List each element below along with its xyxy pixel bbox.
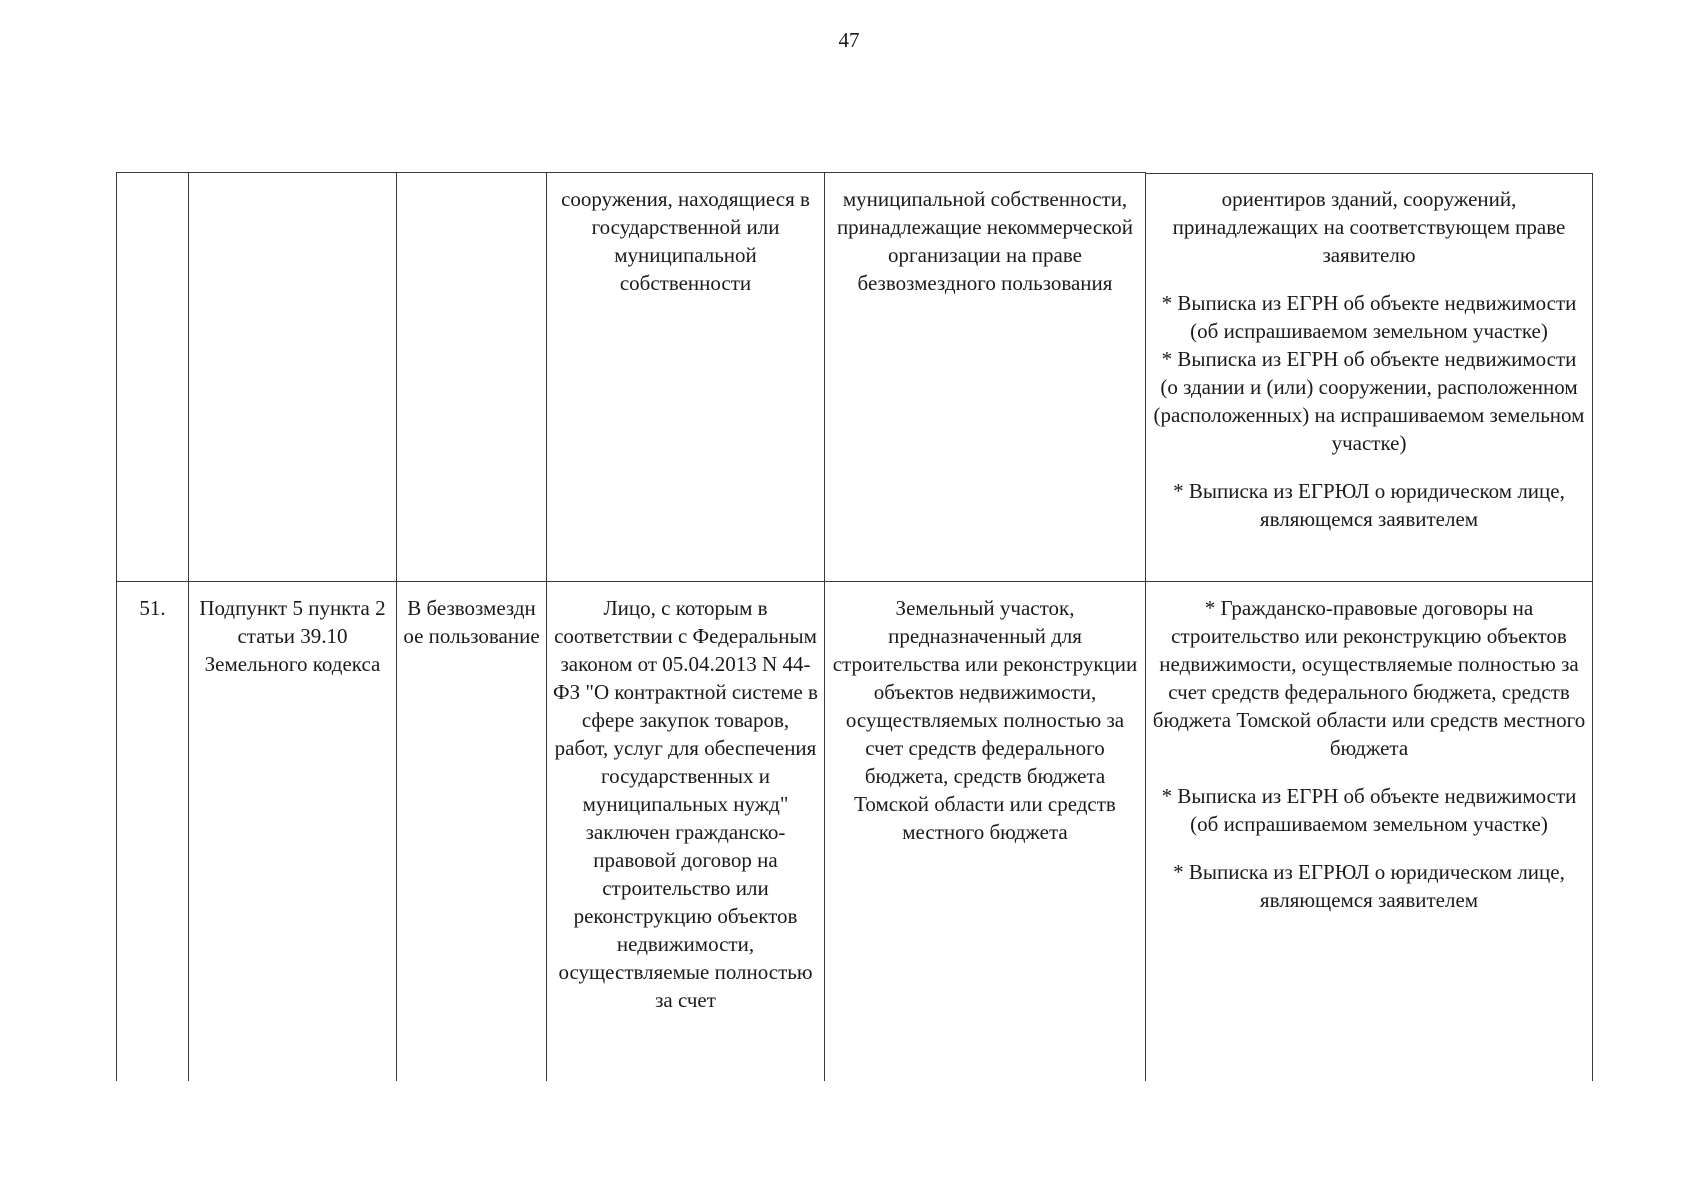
document-item: * Гражданско-правовые договоры на строительство или реконструкцию объектов недвижимости, осуществляемые полностью за счет средств федерального бюджета, средств бюджета Томской области или средств местного бюджета — [1152, 596, 1586, 760]
document-item: * Выписка из ЕГРЮЛ о юридическом лице, являющемся заявителем — [1173, 860, 1565, 912]
cell-land-plot: Земельный участок, предназначенный для строительства или реконструкции объектов недвижимости, осуществляемых полностью за счет средств федерального бюджета, средств бюджета Томской области или средств местного бюджета — [825, 582, 1146, 1081]
regulation-table — [116, 172, 1593, 1081]
cell-applicant: сооружения, находящиеся в государственной или муниципальной собственности — [547, 173, 825, 582]
page-number: 47 — [838, 28, 860, 52]
cell-applicant: Лицо, с которым в соответствии с Федеральным законом от 05.04.2013 N 44-ФЗ "О контрактной системе в сфере закупок товаров, работ, услуг для обеспечения государственных и муниципальных нужд" заключен гражданско-правовой договор на строительство или реконструкцию объектов недвижимости, осуществляемые полностью за счет — [547, 582, 825, 1081]
cell-number: 51. — [117, 582, 189, 1081]
cell-documents — [1146, 173, 1593, 582]
document-item: * Выписка из ЕГРЮЛ о юридическом лице, являющемся заявителем — [1173, 478, 1565, 531]
cell-right-type — [397, 173, 547, 582]
cell-documents — [1146, 582, 1593, 1081]
document-item: * Выписка из ЕГРН об объекте недвижимости (об испрашиваемом земельном участке) — [1161, 784, 1577, 836]
document-item: * Выписка из ЕГРН об объекте недвижимости (об испрашиваемом земельном участке) * Выписка из ЕГРН об объекте недвижимости (о здании и (или) сооружении, расположенном (расположенных) на испрашиваемом земельном участке) — [1153, 290, 1585, 455]
table-row-51 — [117, 582, 1593, 1081]
document-item: ориентиров зданий, сооружений, принадлежащих на соответствующем праве заявителю — [1172, 186, 1566, 267]
cell-land-plot: муниципальной собственности, принадлежащие некоммерческой организации на праве безвозмездного пользования — [825, 173, 1146, 582]
cell-legal-basis: Подпункт 5 пункта 2 статьи 39.10 Земельного кодекса — [189, 582, 397, 1081]
table-row-continued — [117, 173, 1593, 582]
cell-number — [117, 173, 189, 582]
cell-legal-basis — [189, 173, 397, 582]
cell-right-type: В безвозмездн ое пользование — [397, 582, 547, 1081]
